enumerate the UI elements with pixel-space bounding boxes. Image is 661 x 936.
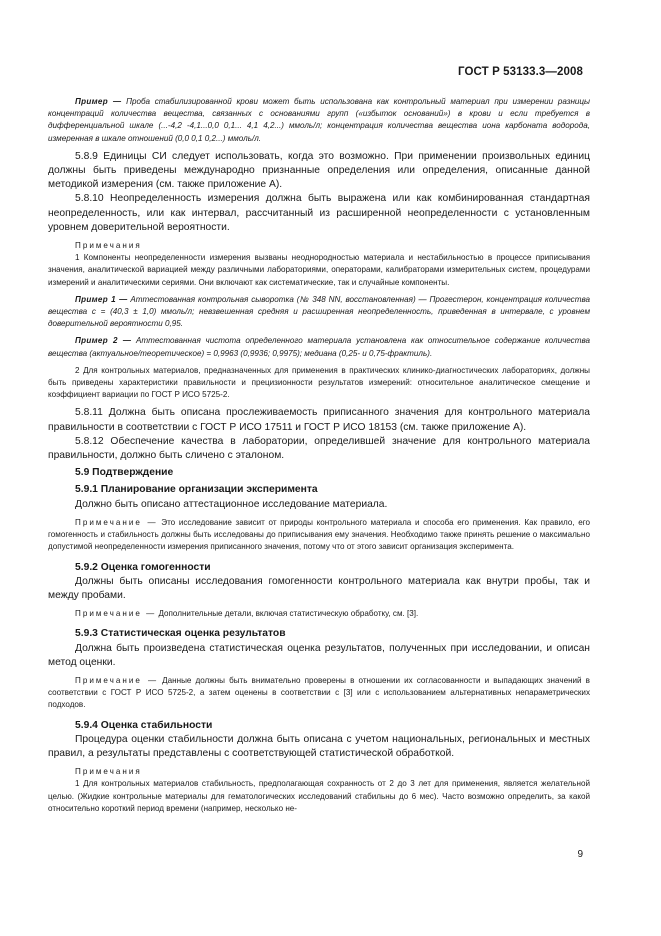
note-label: Примечание — xyxy=(75,517,158,527)
note-1: 1 Компоненты неопределенности измерения вызваны неоднородностью материала и нестабильностью в процессе приписывания значения, аналитической вариацией между различными лабораториями, операторами, калибраторами измерительных систем, процедурами измерений и аналитическими сериями. Они включают как систематические, так и случайные компоненты. xyxy=(48,253,590,287)
clause-5-9-4-text: Процедура оценки стабильности должна быть описана с учетом национальных, региональных и местных правил, а результаты представлены с соответствующей статистической обработкой. xyxy=(48,733,590,759)
note-label: Примечание — xyxy=(75,609,157,619)
subsection-heading-5-9-1: 5.9.1 Планирование организации эксперимента xyxy=(75,484,318,496)
example-text: Проба стабилизированной крови может быть использована как контрольный материал при измерении разницы концентраций количества вещества, связанных с основаниями групп («избыток оснований») в крови и если требуется в дифференциальной шкале (...-4,2 -4,1...0,0 0,1... 4,1 4,2...) ммоль/л; концентрация количества вещества иона карбоната водорода, измеренная в шкале отношений (0,0 0,1 0,2...) ммоль/л. xyxy=(48,97,591,143)
example-2-text: Аттестованная чистота определенного материала установлена как относительное содержание количества вещества (актуальное/теоретическое) = 0,9963 (0,9936; 0,9975); медиана (0,25- и 0,75-фрактиль). xyxy=(48,336,591,358)
section-heading-5-9: 5.9 Подтверждение xyxy=(75,467,174,479)
clause-5-9-3-text: Должна быть произведена статистическая оценка результатов, полученных при исследовании, и описан метод оценки. xyxy=(48,642,590,668)
subsection-heading-5-9-4: 5.9.4 Оценка стабильности xyxy=(75,719,213,731)
clause-5-8-10: 5.8.10 Неопределенность измерения должна быть выражена или как комбинированная стандартная неопределенность, или как интервал, рассчитанный из расширенной неопределенности с установленным уровнем доверительной вероятности. xyxy=(48,193,590,233)
clause-5-8-12: 5.8.12 Обеспечение качества в лаборатории, определившей значение для контрольного материала правильности, должно быть сличено с эталоном. xyxy=(48,435,590,462)
clause-5-8-9: 5.8.9 Единицы СИ следует использовать, когда это возможно. При применении произвольных единиц должны быть приведены международно признанные определения или определения, описанные данной методикой измерения (см. также приложение А). xyxy=(48,150,590,191)
example-paragraph xyxy=(48,96,590,145)
example-1-text: Аттестованная контрольная сыворотка (№ 348 NN, восстановленная) — Прогестерон, концентрация количества вещества c = (40,3 ± 1,0) ммоль/л; невзвешенная средняя и расширенная неопределенность, приведенная в интервале, с уровнем доверительной вероятности 0,95. xyxy=(48,294,591,329)
page-content xyxy=(48,96,590,815)
note-text: Это исследование зависит от природы контрольного материала и способа его применения. Как правило, его гомогенность и стабильность должны быть исследованы до приписывания ему значения. Необходимо также принять решение о максимально допустимой неопределенности измерения приписанного значения, потому что от этого зависит организация эксперимента. xyxy=(48,517,590,552)
note-text: Данные должны быть внимательно проверены в отношении их согласованности и выпадающих значений в соответствии с ГОСТ Р ИСО 5725-2, а затем оценены в соответствии с [3] или с использованием альтернативных непараметрических подходов. xyxy=(48,675,590,710)
note-5-9-2 xyxy=(48,608,590,620)
example-2-lead: Пример 2 — xyxy=(75,336,132,346)
notes-label: Примечания xyxy=(75,767,142,777)
note-label: Примечание — xyxy=(75,675,159,685)
clause-5-9-1-text: Должно быть описано аттестационное исследование материала. xyxy=(75,498,388,510)
note-2: 2 Для контрольных материалов, предназначенных для применения в практических клинико-диагностических лабораториях, должны быть приведены характеристики правильности и прецизионности результатов измерений: относительное аналитическое смещение и коэффициент вариации по ГОСТ Р ИСО 5725-2. xyxy=(48,365,590,400)
note-text: Дополнительные детали, включая статистическую обработку, см. [3]. xyxy=(158,609,419,619)
clause-5-8-11: 5.8.11 Должна быть описана прослеживаемость приписанного значения для контрольного материала правильности в соответствии с ГОСТ Р ИСО 17511 и ГОСТ Р ИСО 18153 (см. также приложение А). xyxy=(48,407,590,433)
standard-code-header: ГОСТ Р 53133.3—2008 xyxy=(458,66,583,78)
page-number: 9 xyxy=(577,849,583,860)
note-5-9-1 xyxy=(48,517,590,554)
notes-label: Примечания xyxy=(75,241,142,251)
example-1-lead: Пример 1 — xyxy=(75,294,128,304)
subsection-heading-5-9-3: 5.9.3 Статистическая оценка результатов xyxy=(75,628,286,640)
subsection-heading-5-9-2: 5.9.2 Оценка гомогенности xyxy=(75,561,211,573)
example-lead: Пример — xyxy=(75,97,122,106)
clause-5-9-2-text: Должны быть описаны исследования гомогенности контрольного материала как внутри пробы, так и между пробами. xyxy=(48,575,590,601)
note-5-9-3 xyxy=(48,675,590,712)
note-stability-1: 1 Для контрольных материалов стабильность, предполагающая сохранность от 2 до 3 лет для применения, является желательной целью. (Жидкие контрольные материалы для гематологических исследований стабильны до 6 мес). Часто возможно определить, за какой относительно короткий период времени (например, несколько не- xyxy=(48,779,590,813)
example-1 xyxy=(48,294,590,331)
example-2 xyxy=(48,335,590,359)
